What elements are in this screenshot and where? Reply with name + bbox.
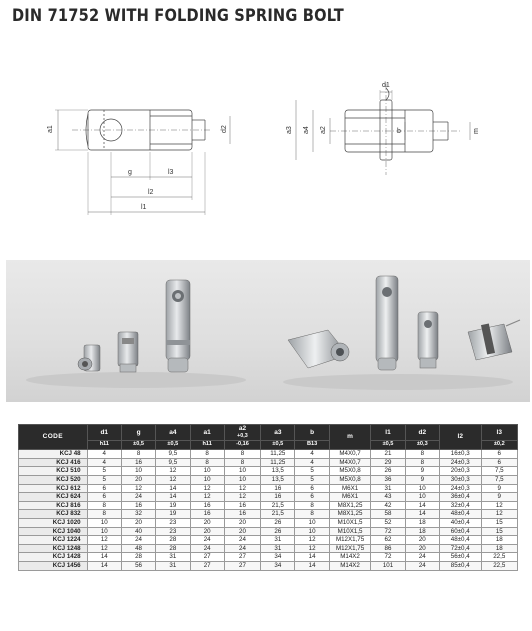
- cell-d2: 14: [405, 510, 439, 519]
- dim-g-label: g: [128, 169, 132, 176]
- cell-a4: 9,5: [156, 458, 190, 467]
- cell-d1: 12: [87, 544, 121, 553]
- table-row: [19, 544, 518, 553]
- cell-d1: 12: [87, 536, 121, 545]
- cell-b: 12: [295, 544, 329, 553]
- cell-l2: 85±0,4: [439, 561, 481, 570]
- header-a3: a3: [261, 425, 295, 441]
- tol-l3: ±0,2: [481, 441, 517, 450]
- cell-a2: 20: [224, 518, 260, 527]
- cell-code: KCJ 1428: [19, 553, 88, 562]
- cell-d1: 10: [87, 527, 121, 536]
- table-body: [19, 450, 518, 570]
- cell-l3: 6: [481, 458, 517, 467]
- cell-a2: 10: [224, 475, 260, 484]
- cell-a1: 10: [190, 475, 224, 484]
- cell-a2: 10: [224, 467, 260, 476]
- cell-m: M4X0,7: [329, 458, 371, 467]
- cell-b: 6: [295, 493, 329, 502]
- header-code: CODE: [19, 425, 88, 450]
- clevis-large-photo: [166, 280, 190, 372]
- cell-code: KCJ 520: [19, 475, 88, 484]
- cell-l3: 6: [481, 450, 517, 459]
- cell-a3: 13,5: [261, 467, 295, 476]
- cell-b: 10: [295, 518, 329, 527]
- cell-a1: 20: [190, 518, 224, 527]
- cell-l3: 7,5: [481, 475, 517, 484]
- cell-code: KCJ 624: [19, 493, 88, 502]
- technical-drawing: [0, 70, 532, 230]
- cell-l2: 40±0,4: [439, 518, 481, 527]
- header-g: g: [121, 425, 155, 441]
- cell-l1: 72: [371, 527, 405, 536]
- header-b: b: [295, 425, 329, 441]
- cell-a3: 11,25: [261, 458, 295, 467]
- cell-l3: 22,5: [481, 553, 517, 562]
- cell-l1: 62: [371, 536, 405, 545]
- dim-b-label: b: [397, 128, 401, 135]
- cell-g: 16: [121, 458, 155, 467]
- cell-d2: 18: [405, 518, 439, 527]
- tol-d1: h11: [87, 441, 121, 450]
- header-a4: a4: [156, 425, 190, 441]
- cell-b: 5: [295, 467, 329, 476]
- clevis-upright-photo: [376, 276, 398, 370]
- cell-a4: 19: [156, 501, 190, 510]
- cell-d1: 8: [87, 510, 121, 519]
- cell-a1: 8: [190, 458, 224, 467]
- table-row: [19, 484, 518, 493]
- cell-l3: 12: [481, 501, 517, 510]
- header-d2: d2: [405, 425, 439, 441]
- cell-a2: 24: [224, 536, 260, 545]
- cell-a4: 19: [156, 510, 190, 519]
- cell-code: KCJ 1040: [19, 527, 88, 536]
- tol-a1: h11: [190, 441, 224, 450]
- cell-b: 14: [295, 561, 329, 570]
- clevis-side-view: [55, 110, 230, 215]
- cell-d2: 10: [405, 484, 439, 493]
- cell-a1: 16: [190, 501, 224, 510]
- cell-l1: 101: [371, 561, 405, 570]
- cell-a4: 12: [156, 475, 190, 484]
- header-l1: l1: [371, 425, 405, 441]
- cell-l1: 58: [371, 510, 405, 519]
- cell-a1: 10: [190, 467, 224, 476]
- cell-d2: 9: [405, 467, 439, 476]
- cell-a2: 12: [224, 484, 260, 493]
- cell-l1: 26: [371, 467, 405, 476]
- cell-code: KCJ 1248: [19, 544, 88, 553]
- dim-a1-label: a1: [47, 125, 54, 133]
- cell-d1: 8: [87, 501, 121, 510]
- tol-b: B13: [295, 441, 329, 450]
- header-m: m: [329, 425, 371, 450]
- cell-a1: 8: [190, 450, 224, 459]
- cell-a2: 27: [224, 561, 260, 570]
- cell-b: 8: [295, 510, 329, 519]
- table-row: [19, 518, 518, 527]
- cell-a2: 20: [224, 527, 260, 536]
- cell-d1: 14: [87, 561, 121, 570]
- dim-a4-label: a4: [303, 126, 310, 134]
- cell-g: 20: [121, 475, 155, 484]
- cell-g: 12: [121, 484, 155, 493]
- cell-l2: 72±0,4: [439, 544, 481, 553]
- cell-g: 20: [121, 518, 155, 527]
- dim-m-label: m: [473, 128, 480, 134]
- tol-a4: ±0,5: [156, 441, 190, 450]
- cell-g: 48: [121, 544, 155, 553]
- cell-a4: 23: [156, 518, 190, 527]
- cell-g: 28: [121, 553, 155, 562]
- cell-l1: 52: [371, 518, 405, 527]
- cell-code: KCJ 1224: [19, 536, 88, 545]
- cell-m: M14X2: [329, 553, 371, 562]
- cell-d1: 6: [87, 484, 121, 493]
- cell-a1: 27: [190, 553, 224, 562]
- cell-b: 4: [295, 458, 329, 467]
- dim-l2-label: l2: [148, 189, 154, 196]
- tol-a3: ±0,5: [261, 441, 295, 450]
- cell-a1: 24: [190, 544, 224, 553]
- tol-g: ±0,5: [121, 441, 155, 450]
- cell-l1: 21: [371, 450, 405, 459]
- table-row: [19, 493, 518, 502]
- cell-b: 6: [295, 484, 329, 493]
- cell-l2: 24±0,3: [439, 458, 481, 467]
- cell-a2: 16: [224, 510, 260, 519]
- cell-m: M4X0,7: [329, 450, 371, 459]
- dim-a3-label: a3: [286, 126, 293, 134]
- page-title: DIN 71752 WITH FOLDING SPRING BOLT: [12, 6, 344, 26]
- cell-m: M5X0,8: [329, 467, 371, 476]
- cell-b: 8: [295, 501, 329, 510]
- clevis-medium-upright-photo: [418, 312, 438, 368]
- header-a1: a1: [190, 425, 224, 441]
- cell-m: M12X1,75: [329, 544, 371, 553]
- dim-d2-label: d2: [221, 125, 228, 133]
- cell-l3: 15: [481, 518, 517, 527]
- cell-l1: 31: [371, 484, 405, 493]
- tol-a2: -0,16: [224, 441, 260, 450]
- cell-d2: 9: [405, 475, 439, 484]
- cell-a3: 16: [261, 493, 295, 502]
- cell-d2: 18: [405, 527, 439, 536]
- cell-a4: 12: [156, 467, 190, 476]
- cell-l1: 72: [371, 553, 405, 562]
- header-a2-tol-top: +0,3: [237, 432, 248, 439]
- header-l3: l3: [481, 425, 517, 441]
- cell-d2: 8: [405, 458, 439, 467]
- cell-a4: 9,5: [156, 450, 190, 459]
- cell-a2: 12: [224, 493, 260, 502]
- cell-d2: 20: [405, 544, 439, 553]
- cell-a2: 27: [224, 553, 260, 562]
- table-row: [19, 536, 518, 545]
- table-row: [19, 450, 518, 459]
- cell-g: 16: [121, 501, 155, 510]
- cell-a2: 8: [224, 450, 260, 459]
- cell-l2: 30±0,3: [439, 475, 481, 484]
- cell-l1: 36: [371, 475, 405, 484]
- cell-l1: 29: [371, 458, 405, 467]
- cell-a3: 21,5: [261, 510, 295, 519]
- cell-a4: 14: [156, 493, 190, 502]
- cell-b: 14: [295, 553, 329, 562]
- cell-a3: 26: [261, 518, 295, 527]
- cell-a3: 21,5: [261, 501, 295, 510]
- cell-d2: 8: [405, 450, 439, 459]
- cell-g: 56: [121, 561, 155, 570]
- cell-a4: 23: [156, 527, 190, 536]
- cell-l2: 48±0,4: [439, 536, 481, 545]
- header-l2: l2: [439, 425, 481, 450]
- cell-d2: 14: [405, 501, 439, 510]
- header-a2: [224, 425, 260, 441]
- cell-l3: 22,5: [481, 561, 517, 570]
- clevis-medium-photo: [118, 332, 138, 372]
- cell-l1: 86: [371, 544, 405, 553]
- cell-m: M6X1: [329, 493, 371, 502]
- cell-a3: 11,25: [261, 450, 295, 459]
- cell-d1: 10: [87, 518, 121, 527]
- cell-a4: 31: [156, 561, 190, 570]
- cell-code: KCJ 416: [19, 458, 88, 467]
- table-row: [19, 553, 518, 562]
- clevis-small-photo: [78, 345, 100, 371]
- cell-l3: 9: [481, 493, 517, 502]
- product-photo-right: [268, 260, 530, 402]
- cell-m: M8X1,25: [329, 510, 371, 519]
- cell-d1: 5: [87, 467, 121, 476]
- cell-m: M14X2: [329, 561, 371, 570]
- cell-a3: 31: [261, 544, 295, 553]
- cell-m: M8X1,25: [329, 501, 371, 510]
- cell-l3: 18: [481, 544, 517, 553]
- cell-b: 10: [295, 527, 329, 536]
- cell-a3: 31: [261, 536, 295, 545]
- cell-a3: 13,5: [261, 475, 295, 484]
- cell-code: KCJ 612: [19, 484, 88, 493]
- cell-code: KCJ 816: [19, 501, 88, 510]
- cell-a1: 20: [190, 527, 224, 536]
- tol-d2: ±0,3: [405, 441, 439, 450]
- cell-a2: 16: [224, 501, 260, 510]
- table-row: [19, 527, 518, 536]
- clevis-angled-photo: [468, 320, 520, 360]
- cell-l2: 16±0,3: [439, 450, 481, 459]
- cell-d1: 5: [87, 475, 121, 484]
- dim-l1-label: l1: [141, 204, 147, 211]
- cell-a1: 27: [190, 561, 224, 570]
- cell-a2: 24: [224, 544, 260, 553]
- cell-l2: 60±0,4: [439, 527, 481, 536]
- cell-l3: 12: [481, 510, 517, 519]
- cell-d2: 24: [405, 553, 439, 562]
- table-row: [19, 458, 518, 467]
- cell-l2: 24±0,3: [439, 484, 481, 493]
- cell-g: 24: [121, 536, 155, 545]
- clevis-lying-photo: [288, 330, 349, 368]
- cell-d1: 4: [87, 458, 121, 467]
- cell-code: KCJ 510: [19, 467, 88, 476]
- cell-d1: 14: [87, 553, 121, 562]
- table-row: [19, 475, 518, 484]
- cell-a4: 31: [156, 553, 190, 562]
- cell-l2: 36±0,4: [439, 493, 481, 502]
- cell-l1: 42: [371, 501, 405, 510]
- cell-code: KCJ 832: [19, 510, 88, 519]
- cell-d1: 6: [87, 493, 121, 502]
- cell-a3: 26: [261, 527, 295, 536]
- table-row: [19, 561, 518, 570]
- cell-code: KCJ 1020: [19, 518, 88, 527]
- cell-l1: 43: [371, 493, 405, 502]
- cell-b: 5: [295, 475, 329, 484]
- header-a2-label: a2: [238, 425, 247, 432]
- cell-g: 24: [121, 493, 155, 502]
- cell-g: 10: [121, 467, 155, 476]
- cell-code: KCJ 48: [19, 450, 88, 459]
- cell-b: 12: [295, 536, 329, 545]
- tol-l1: ±0,5: [371, 441, 405, 450]
- cell-a3: 34: [261, 553, 295, 562]
- cell-a3: 34: [261, 561, 295, 570]
- cell-b: 4: [295, 450, 329, 459]
- cell-l2: 48±0,4: [439, 510, 481, 519]
- cell-a4: 14: [156, 484, 190, 493]
- cell-a1: 12: [190, 493, 224, 502]
- dim-d1-label: d1: [382, 82, 390, 89]
- cell-g: 32: [121, 510, 155, 519]
- cell-a1: 12: [190, 484, 224, 493]
- cell-a1: 24: [190, 536, 224, 545]
- product-photo-left: [6, 260, 268, 402]
- cell-l3: 9: [481, 484, 517, 493]
- cell-a2: 8: [224, 458, 260, 467]
- cell-l2: 32±0,4: [439, 501, 481, 510]
- cell-d2: 10: [405, 493, 439, 502]
- cell-m: M10X1,5: [329, 518, 371, 527]
- cell-d1: 4: [87, 450, 121, 459]
- cell-l3: 18: [481, 536, 517, 545]
- dim-l3-label: l3: [168, 169, 174, 176]
- table-header-row: [19, 425, 518, 441]
- cell-l3: 7,5: [481, 467, 517, 476]
- cell-a1: 16: [190, 510, 224, 519]
- cell-d2: 20: [405, 536, 439, 545]
- cell-l2: 56±0,4: [439, 553, 481, 562]
- cell-m: M10X1,5: [329, 527, 371, 536]
- dimension-table: [18, 424, 518, 571]
- header-d1: d1: [87, 425, 121, 441]
- cell-g: 8: [121, 450, 155, 459]
- cell-l2: 20±0,3: [439, 467, 481, 476]
- cell-l3: 15: [481, 527, 517, 536]
- table-row: [19, 510, 518, 519]
- table-row: [19, 467, 518, 476]
- cell-code: KCJ 1456: [19, 561, 88, 570]
- cell-m: M5X0,8: [329, 475, 371, 484]
- cell-m: M12X1,75: [329, 536, 371, 545]
- cell-d2: 24: [405, 561, 439, 570]
- cell-m: M6X1: [329, 484, 371, 493]
- table-row: [19, 501, 518, 510]
- cell-a3: 16: [261, 484, 295, 493]
- cell-g: 40: [121, 527, 155, 536]
- dim-a2-label: a2: [320, 126, 327, 134]
- cell-a4: 28: [156, 536, 190, 545]
- cell-a4: 28: [156, 544, 190, 553]
